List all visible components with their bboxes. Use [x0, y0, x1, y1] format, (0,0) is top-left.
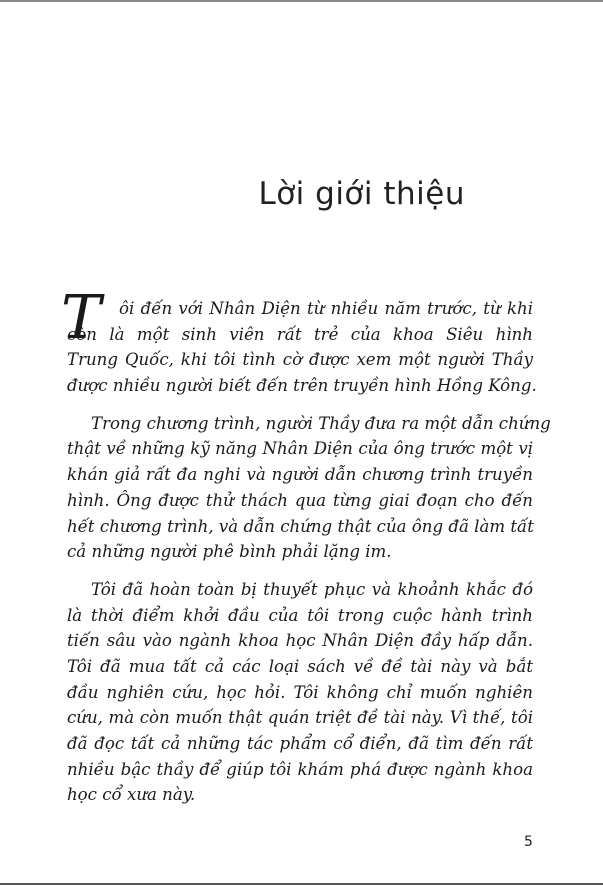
page-number: 5	[524, 834, 533, 850]
text-line: Tôi đã mua tất cả các loại sách về đề tài này và bắt	[67, 656, 533, 676]
text-line: thật về những kỹ năng Nhân Diện của ông trước một vị	[67, 439, 533, 459]
text-line: Trung Quốc, khi tôi tình cờ được xem một người Thầy	[67, 350, 533, 370]
text-line: hết chương trình, và dẫn chứng thật của ông đã làm tất	[67, 516, 534, 536]
text-line: Trong chương trình, người Thầy đưa ra một dẫn chứng	[91, 413, 551, 433]
text-line: học cổ xưa này.	[67, 785, 196, 805]
text-line: còn là một sinh viên rất trẻ của khoa Siêu hình	[67, 324, 533, 344]
text-line: tiến sâu vào ngành khoa học Nhân Diện đầy hấp dẫn.	[67, 631, 533, 651]
text-line: cả những người phê bình phải lặng im.	[67, 542, 392, 562]
page-title: Lời giới thiệu	[258, 176, 465, 212]
text-line: nhiều bậc thầy để giúp tôi khám phá được ngành khoa	[67, 759, 533, 779]
text-line: được nhiều người biết đến trên truyền hình Hồng Kông.	[67, 376, 537, 396]
text-line: đầu nghiên cứu, học hỏi. Tôi không chỉ muốn nghiên	[67, 682, 533, 702]
body-text	[61, 283, 551, 808]
text-line: ôi đến với Nhân Diện từ nhiều năm trước, từ khi	[119, 299, 533, 318]
paragraph-1	[67, 296, 537, 399]
top-rule	[0, 0, 603, 2]
paragraph-3	[67, 577, 533, 808]
bottom-rule	[0, 883, 603, 885]
drop-cap: T	[61, 283, 102, 353]
text-line: cứu, mà còn muốn thật quán triệt đề tài này. Vì thế, tôi	[67, 708, 533, 728]
text-line: là thời điểm khởi đầu của tôi trong cuộc hành trình	[67, 605, 533, 625]
text-line: Tôi đã hoàn toàn bị thuyết phục và khoảnh khắc đó	[91, 579, 533, 599]
text-line: khán giả rất đa nghi và người dẫn chương trình truyền	[67, 465, 533, 485]
paragraph-2	[67, 411, 551, 565]
text-line: đã đọc tất cả những tác phẩm cổ điển, đã tìm đến rất	[67, 734, 533, 753]
text-line: hình. Ông được thử thách qua từng giai đoạn cho đến	[67, 490, 533, 510]
